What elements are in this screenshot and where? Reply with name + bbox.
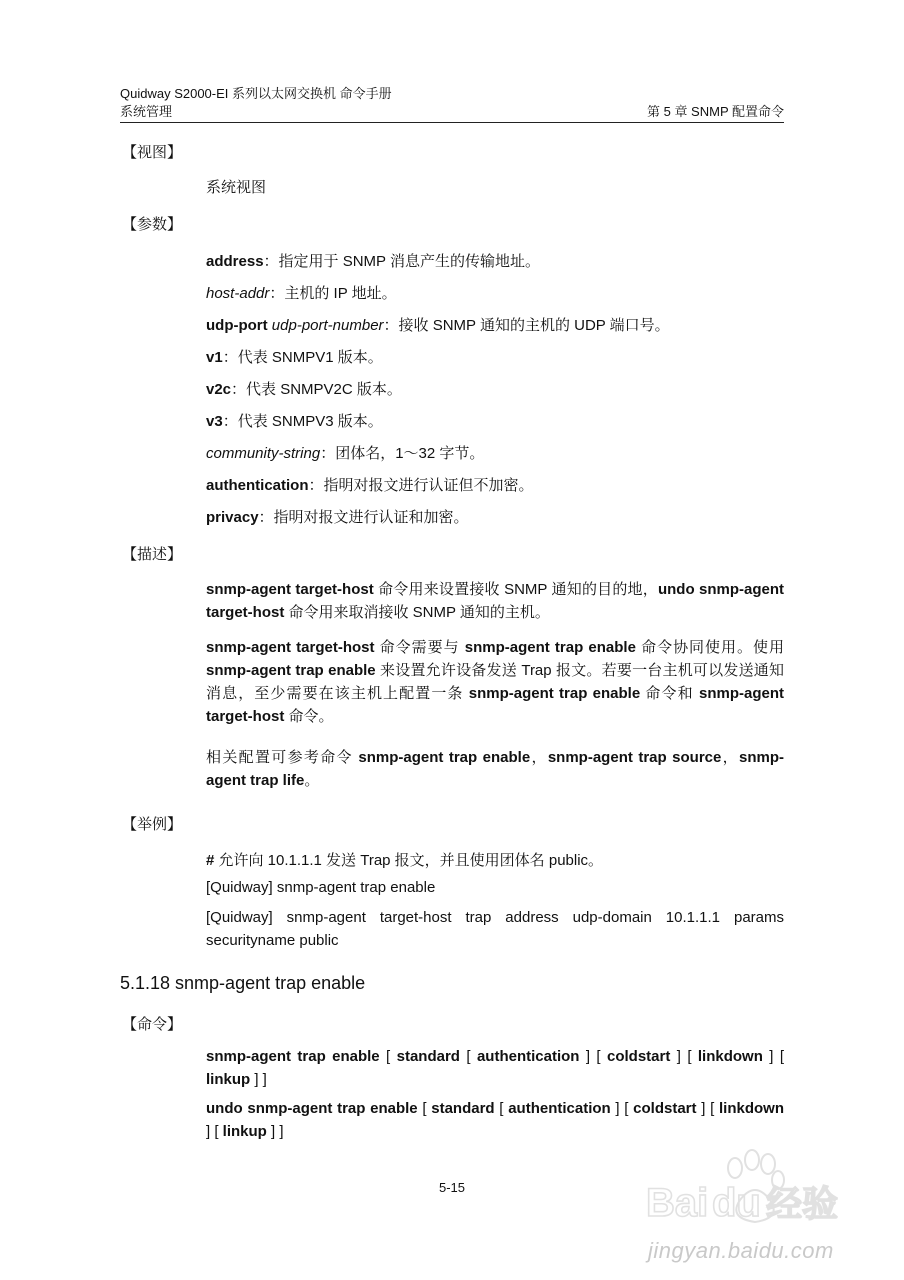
param-term: address <box>206 253 264 270</box>
doc-header-left: 系统管理 <box>120 104 173 119</box>
section-title-view: 【视图】 <box>122 144 183 161</box>
param-term: community-string <box>206 445 321 462</box>
doc-header-row <box>120 104 784 120</box>
svg-text:du: du <box>712 1181 761 1225</box>
param-item: community-string：团体名，1～32 字节。 <box>206 445 485 462</box>
description-paragraph-2: snmp-agent target-host 命令需要与 snmp-agent trap enable 命令协同使用。使用 snmp-agent trap enable 来设置允许设备发送 Trap 报文。若要一台主机可以发送通知消息，至少需要在该主机上配置一条 snmp-agent trap enable 命令和 snmp-agent target-host 命令。 <box>206 639 785 725</box>
section-title-params: 【参数】 <box>122 216 183 233</box>
command-syntax-1: snmp-agent trap enable [ standard [ authentication ] [ coldstart ] [ linkdown ] [ linkup ] ] <box>206 1048 785 1088</box>
param-item: authentication：指明对报文进行认证但不加密。 <box>206 477 534 494</box>
doc-header-title: Quidway S2000-EI 系列以太网交换机 命令手册 <box>120 86 392 101</box>
example-line-2: [Quidway] snmp-agent target-host trap address udp-domain 10.1.1.1 params securityname public <box>206 909 784 949</box>
section-title-example: 【举例】 <box>122 816 183 833</box>
command-syntax-2: undo snmp-agent trap enable [ standard [ authentication ] [ coldstart ] [ linkdown ] [ linkup ] ] <box>206 1100 784 1140</box>
param-term: host-addr <box>206 285 270 302</box>
description-paragraph-1: snmp-agent target-host 命令用来设置接收 SNMP 通知的目的地，undo snmp-agent target-host 命令用来取消接收 SNMP 通知的主机。 <box>206 581 784 621</box>
example-line-1: [Quidway] snmp-agent trap enable <box>206 879 436 896</box>
doc-header-right: 第 5 章 SNMP 配置命令 <box>646 104 784 119</box>
param-term: privacy <box>206 509 259 526</box>
param-item: v3：代表 SNMPV3 版本。 <box>206 413 383 430</box>
param-item: udp-port udp-port-number：接收 SNMP 通知的主机的 UDP 端口号。 <box>206 317 670 334</box>
section-title-command: 【命令】 <box>122 1016 183 1033</box>
watermark-url: jingyan.baidu.com <box>648 1238 834 1263</box>
example-comment: # 允许向 10.1.1.1 发送 Trap 报文，并且使用团体名 public。 <box>206 852 604 869</box>
param-item: address：指定用于 SNMP 消息产生的传输地址。 <box>206 253 540 270</box>
description-paragraph-3: 相关配置可参考命令 snmp-agent trap enable，snmp-agent trap source，snmp-agent trap life。 <box>206 749 784 789</box>
header-rule <box>120 122 784 123</box>
param-term: authentication <box>206 477 309 494</box>
svg-text:经验: 经验 <box>766 1184 839 1225</box>
param-item: privacy：指明对报文进行认证和加密。 <box>206 509 469 526</box>
page-number: 5-15 <box>438 1180 466 1195</box>
param-term: v2c <box>206 381 232 398</box>
param-item: v2c：代表 SNMPV2C 版本。 <box>206 381 402 398</box>
param-term: udp-port <box>206 317 268 334</box>
param-term: v3 <box>206 413 223 430</box>
subsection-heading: 5.1.18 snmp-agent trap enable <box>120 973 366 993</box>
param-item: host-addr：主机的 IP 地址。 <box>206 285 397 302</box>
param-item: v1：代表 SNMPV1 版本。 <box>206 349 383 366</box>
param-term: v1 <box>206 349 223 366</box>
view-text: 系统视图 <box>206 179 267 196</box>
section-title-description: 【描述】 <box>122 546 183 563</box>
svg-text:Bai: Bai <box>646 1181 709 1225</box>
